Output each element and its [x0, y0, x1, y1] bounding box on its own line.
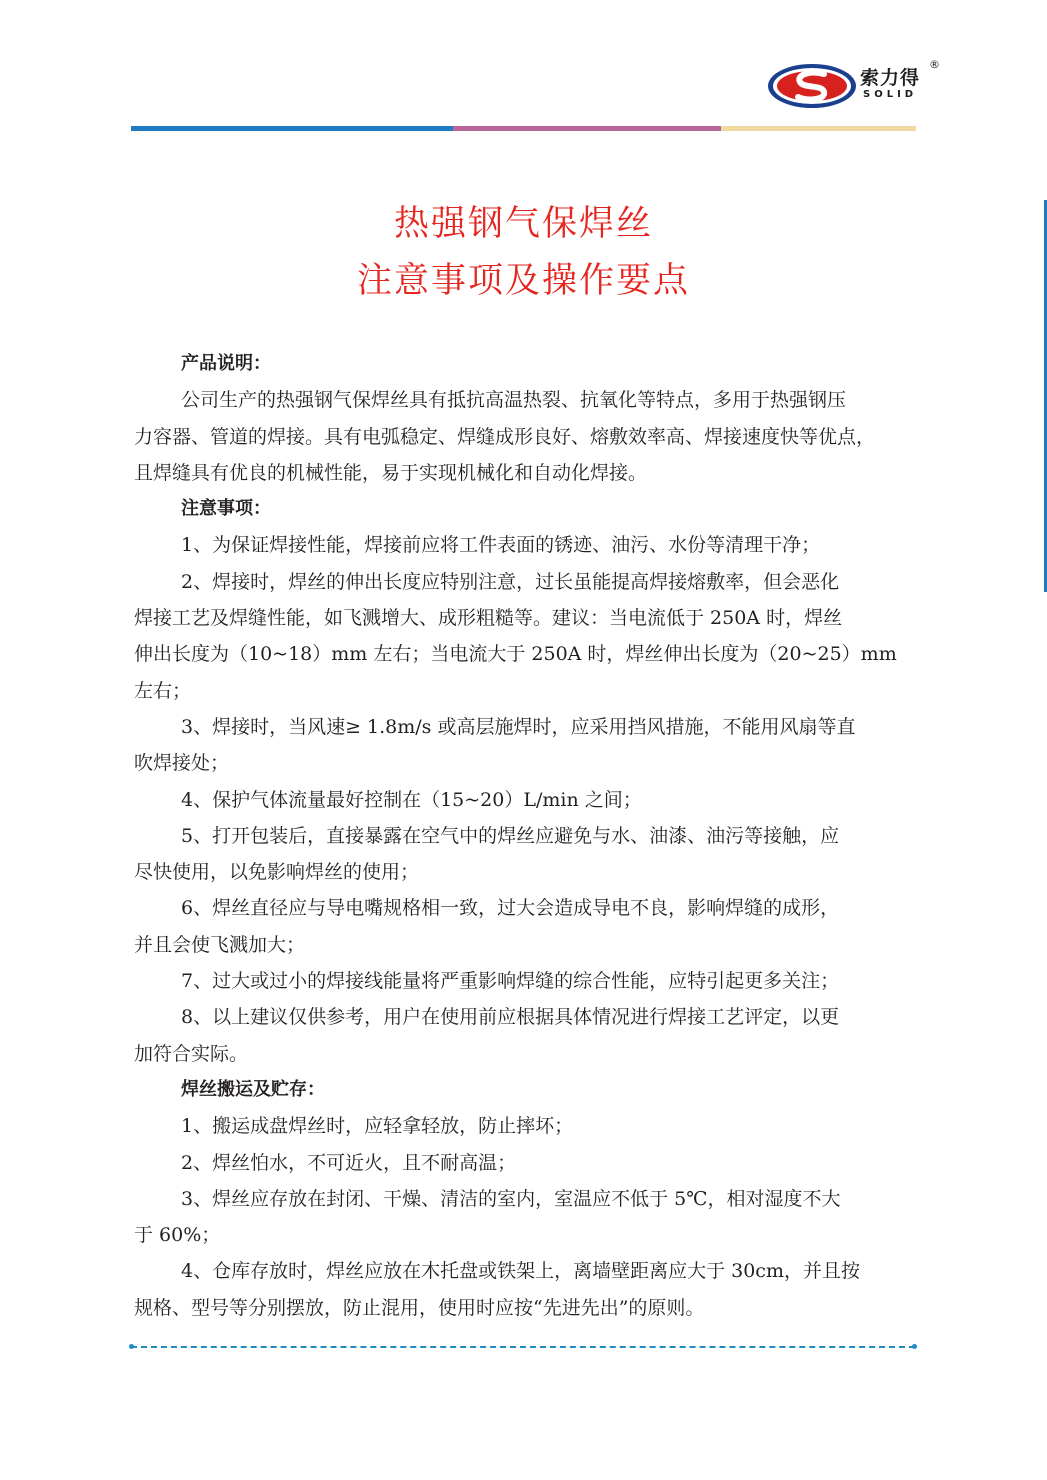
registered-mark: ®: [929, 58, 940, 71]
text-line: 焊接工艺及焊缝性能，如飞溅增大、成形粗糙等。建议：当电流低于 250A 时，焊丝: [134, 607, 843, 630]
text-line: 2、焊丝怕水，不可近火，且不耐高温；: [181, 1151, 517, 1174]
text-line: 并且会使飞溅加大；: [134, 933, 306, 956]
document-body: [134, 346, 914, 1326]
text-line: 1、为保证焊接性能，焊接前应将工件表面的锈迹、油污、水份等清理干净；: [181, 534, 821, 557]
text-line: 且焊缝具有优良的机械性能，易于实现机械化和自动化焊接。: [134, 461, 648, 484]
section-heading: 注意事项：: [181, 498, 271, 520]
text-line: 1、搬运成盘焊丝时，应轻拿轻放，防止摔坏；: [181, 1115, 574, 1138]
brand-logo: [766, 58, 946, 112]
text-line: 7、过大或过小的焊接线能量将严重影响焊缝的综合性能，应特引起更多关注；: [181, 970, 840, 993]
text-line: 公司生产的热强钢气保焊丝具有抵抗高温热裂、抗氧化等特点，多用于热强钢压: [181, 389, 847, 412]
logo-name-cn: 索力得: [860, 67, 921, 89]
section-heading: 焊丝搬运及贮存：: [181, 1078, 325, 1100]
solid-logo-icon: [766, 62, 858, 110]
text-line: 力容器、管道的焊接。具有电弧稳定、焊缝成形良好、熔敷效率高、焊接速度快等优点，: [134, 425, 876, 448]
logo-name-en: SOLID: [863, 89, 918, 100]
page-title-line2: 注意事项及操作要点: [356, 261, 690, 301]
text-line: 3、焊丝应存放在封闭、干燥、清洁的室内，室温应不低于 5℃，相对湿度不大: [181, 1187, 841, 1210]
text-line: 左右；: [134, 679, 192, 702]
header-bar-blue: [131, 126, 453, 131]
text-line: 于 60%；: [134, 1224, 221, 1247]
text-line: 8、以上建议仅供参考，用户在使用前应根据具体情况进行焊接工艺评定，以更: [181, 1006, 840, 1029]
text-line: 加符合实际。: [134, 1042, 249, 1065]
text-line: 吹焊接处；: [134, 752, 230, 775]
header-color-bar: [131, 126, 916, 131]
text-line: 5、打开包装后，直接暴露在空气中的焊丝应避免与水、油漆、油污等接触，应: [181, 824, 840, 847]
text-line: 3、焊接时，当风速≥ 1.8m/s 或高层施焊时，应采用挡风措施，不能用风扇等直: [181, 715, 856, 738]
text-line: 4、仓库存放时，焊丝应放在木托盘或铁架上，离墙壁距离应大于 30cm，并且按: [181, 1260, 860, 1283]
text-line: 4、保护气体流量最好控制在（15~20）L/min 之间；: [181, 788, 642, 811]
page-title-line1: 热强钢气保焊丝: [393, 204, 653, 244]
header-bar-sand: [721, 126, 916, 131]
text-line: 规格、型号等分别摆放，防止混用，使用时应按“先进先出”的原则。: [134, 1296, 705, 1319]
header-bar-purple: [453, 126, 721, 131]
text-line: 6、焊丝直径应与导电嘴规格相一致，过大会造成导电不良，影响焊缝的成形，: [181, 897, 840, 920]
text-line: 2、焊接时，焊丝的伸出长度应特别注意，过长虽能提高焊接熔敷率，但会恶化: [181, 570, 840, 593]
footer-dashed-divider: [131, 1346, 915, 1348]
section-heading: 产品说明：: [181, 353, 271, 374]
text-line: 伸出长度为（10~18）mm 左右；当电流大于 250A 时，焊丝伸出长度为（20~25）mm: [134, 643, 897, 666]
text-line: 尽快使用，以免影响焊丝的使用；: [134, 861, 420, 884]
